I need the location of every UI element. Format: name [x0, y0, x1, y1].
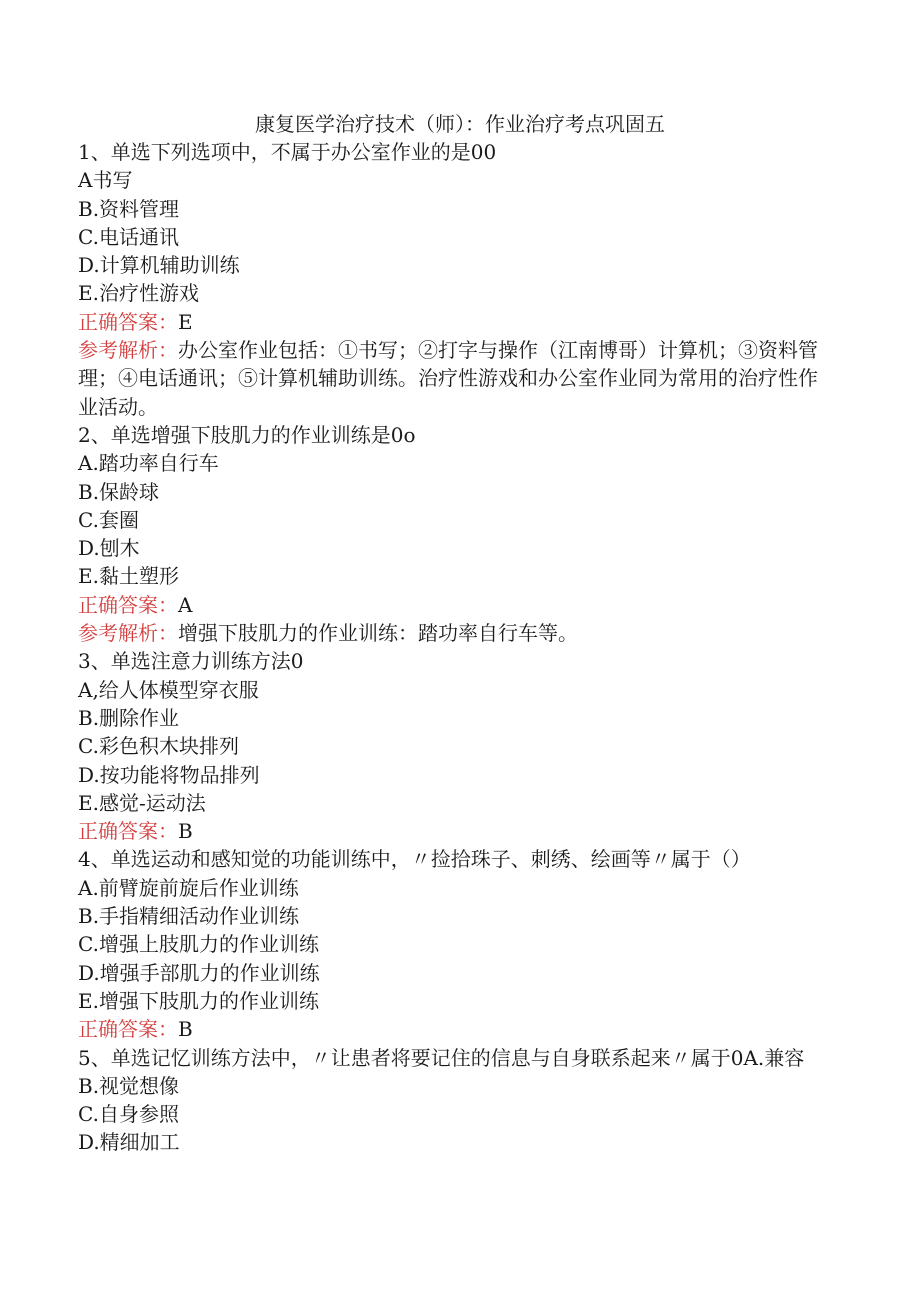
answer-value: B — [178, 1017, 193, 1042]
option-d: D.计算机辅助训练 — [78, 253, 240, 278]
option-c: C.增强上肢肌力的作业训练 — [78, 932, 319, 957]
question-stem: 2、单选增强下肢肌力的作业训练是0o — [78, 422, 416, 447]
analysis-line — [78, 336, 830, 421]
option-d: D.增强手部肌力的作业训练 — [78, 960, 320, 985]
answer-label: 正确答案： — [78, 592, 178, 617]
option-c: C.电话通讯 — [78, 224, 179, 249]
option-c: C.套圈 — [78, 507, 139, 532]
question-2 — [78, 421, 830, 647]
option-e: E.感觉-运动法 — [78, 790, 206, 815]
analysis-label: 参考解析： — [78, 621, 178, 646]
analysis-label: 参考解析： — [78, 338, 178, 363]
answer-label: 正确答案： — [78, 819, 178, 844]
question-5 — [78, 1044, 830, 1157]
option-b: B.手指精细活动作业训练 — [78, 904, 300, 929]
question-4 — [78, 845, 830, 1043]
answer-value: A — [178, 592, 193, 617]
option-a: A.前臂旋前旋后作业训练 — [78, 875, 299, 900]
analysis-text: 增强下肢肌力的作业训练：踏功率自行车等。 — [178, 621, 578, 646]
answer-label: 正确答案： — [78, 309, 178, 334]
option-a: A.踏功率自行车 — [78, 451, 219, 476]
option-d: D.刨木 — [78, 536, 140, 561]
option-c: C.自身参照 — [78, 1102, 179, 1127]
option-c: C.彩色积木块排列 — [78, 734, 239, 759]
option-d: D.按功能将物品排列 — [78, 762, 260, 787]
question-stem: 3、单选注意力训练方法0 — [78, 649, 304, 674]
answer-value: E — [178, 309, 193, 334]
answer-line — [78, 308, 830, 336]
option-e: E.黏土塑形 — [78, 564, 179, 589]
option-a: A书写 — [78, 168, 133, 193]
answer-line — [78, 817, 830, 845]
option-b: B.删除作业 — [78, 705, 180, 730]
document-title: 康复医学治疗技术（师）：作业治疗考点巩固五 — [255, 112, 665, 136]
answer-value: B — [178, 819, 193, 844]
option-b: B.视觉想像 — [78, 1073, 180, 1098]
answer-line — [78, 1015, 830, 1043]
option-a: A,给人体模型穿衣服 — [78, 677, 259, 702]
question-stem: 5、单选记忆训练方法中，〃让患者将要记住的信息与自身联系起来〃属于0A.兼容 — [78, 1045, 805, 1070]
analysis-line — [78, 619, 830, 647]
question-stem: 1、单选下列选项中，不属于办公室作业的是00 — [78, 140, 497, 164]
question-stem: 4、单选运动和感知觉的功能训练中，〃捡拾珠子、刺绣、绘画等〃属于（） — [78, 847, 751, 872]
analysis-text: 办公室作业包括：①书写；②打字与操作（江南博哥）计算机；③资料管理；④电话通讯；⑤计算机辅助训练。治疗性游戏和办公室作业同为常用的治疗性作业活动。 — [78, 338, 818, 419]
answer-label: 正确答案： — [78, 1017, 178, 1042]
option-b: B.资料管理 — [78, 196, 180, 221]
option-e: E.增强下肢肌力的作业训练 — [78, 988, 319, 1013]
option-b: B.保龄球 — [78, 479, 160, 504]
question-3 — [78, 647, 830, 845]
option-e: E.治疗性游戏 — [78, 281, 199, 306]
document-body — [78, 138, 830, 1157]
answer-line — [78, 591, 830, 619]
question-1 — [78, 138, 830, 421]
option-d: D.精细加工 — [78, 1130, 180, 1155]
